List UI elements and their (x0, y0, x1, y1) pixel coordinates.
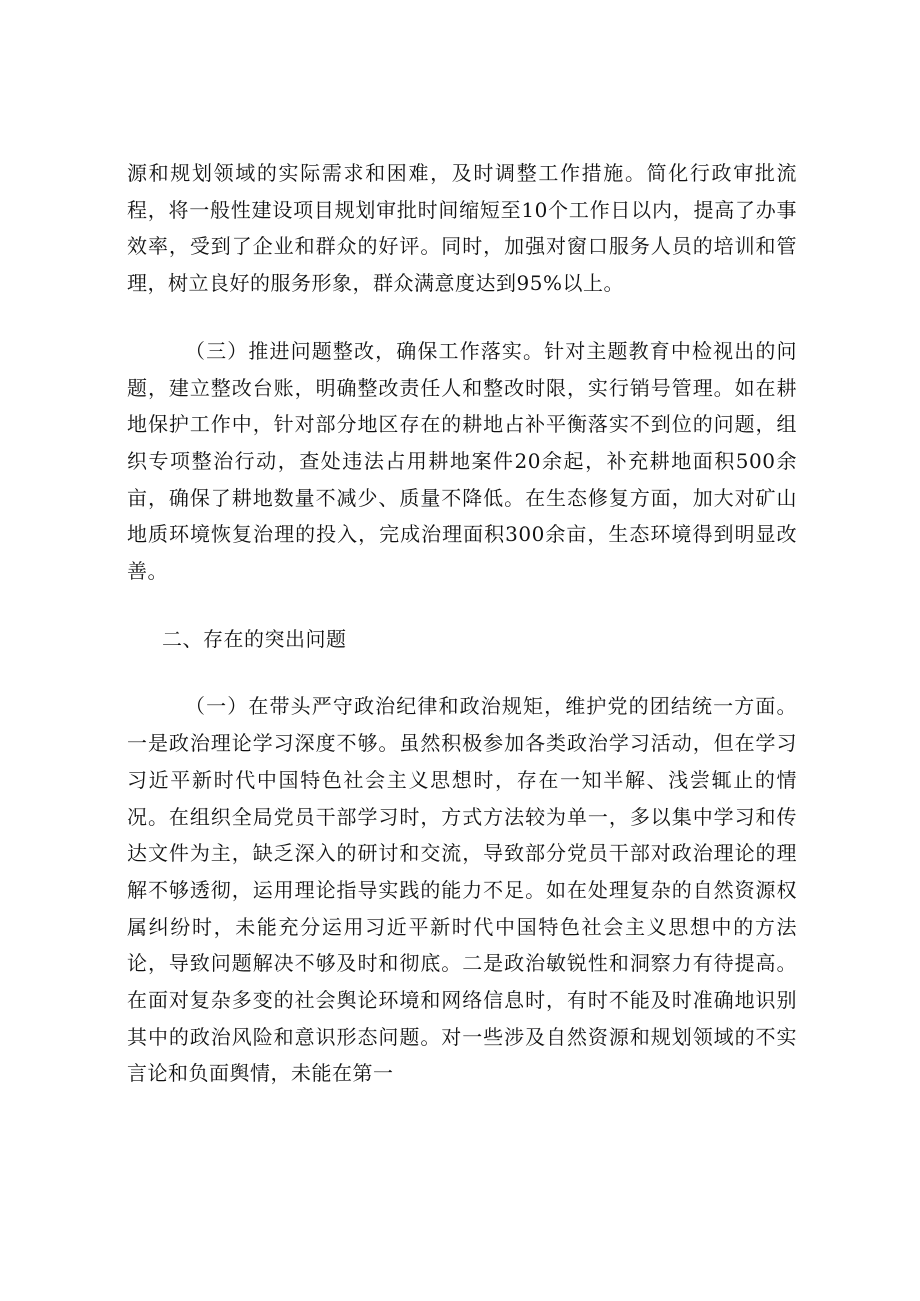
paragraph-continuation: 源和规划领域的实际需求和困难，及时调整工作措施。简化行政审批流程，将一般性建设项目规划审批时间缩短至10个工作日以内，提高了办事效率，受到了企业和群众的好评。同时，加强对窗口服务人员的培训和管理，树立良好的服务形象，群众满意度达到95%以上。 (127, 161, 797, 296)
paragraph-section-three: （三）推进问题整改，确保工作落实。针对主题教育中检视出的问题，建立整改台账，明确整改责任人和整改时限，实行销号管理。如在耕地保护工作中，针对部分地区存在的耕地占补平衡落实不到位的问题，组织专项整治行动，查处违法占用耕地案件20余起，补充耕地面积500余亩，确保了耕地数量不减少、质量不降低。在生态修复方面，加大对矿山地质环境恢复治理的投入，完成治理面积300余亩，生态环境得到明显改善。 (127, 338, 797, 584)
section-heading: 二、存在的突出问题 (162, 626, 347, 651)
paragraph-issue-one: （一）在带头严守政治纪律和政治规矩，维护党的团结统一方面。一是政治理论学习深度不够。虽然积极参加各类政治学习活动，但在学习习近平新时代中国特色社会主义思想时，存在一知半解、浅尝辄止的情况。在组织全局党员干部学习时，方式方法较为单一，多以集中学习和传达文件为主，缺乏深入的研讨和交流，导致部分党员干部对政治理论的理解不够透彻，运用理论指导实践的能力不足。如在处理复杂的自然资源权属纠纷时，未能充分运用习近平新时代中国特色社会主义思想中的方法论，导致问题解决不够及时和彻底。二是政治敏锐性和洞察力有待提高。在面对复杂多变的社会舆论环境和网络信息时，有时不能及时准确地识别其中的政治风险和意识形态问题。对一些涉及自然资源和规划领域的不实言论和负面舆情，未能在第一 (127, 694, 797, 1086)
document-body (127, 155, 797, 1092)
